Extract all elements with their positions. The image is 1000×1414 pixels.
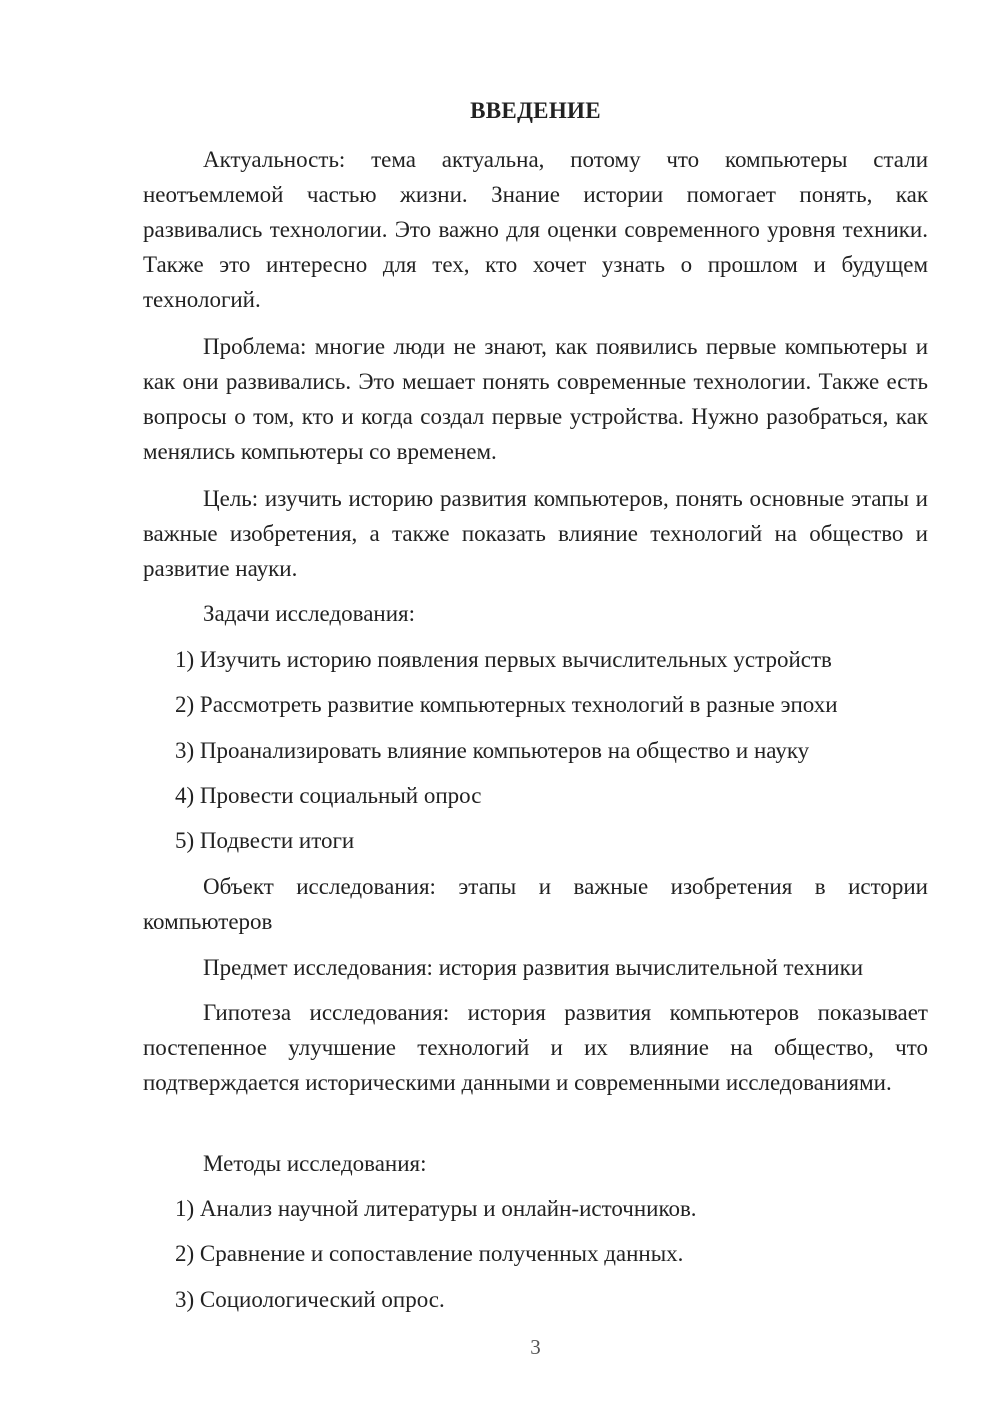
page-number: 3 — [530, 1335, 541, 1359]
subject-paragraph: Предмет исследования: история развития вычислительной техники — [203, 955, 864, 980]
method-item: 2) Сравнение и сопоставление полученных данных. — [175, 1241, 684, 1266]
problem-paragraph: Проблема: многие люди не знают, как появились первые компьютеры и как они развивались. Это мешает понять современные технологии. Также есть вопросы о том, кто и когда создал первые устройства. Нужно разобраться, как менялись компьютеры со временем. — [143, 334, 928, 464]
task-item: 4) Провести социальный опрос — [175, 783, 482, 808]
method-item: 3) Социологический опрос. — [175, 1287, 445, 1312]
relevance-paragraph: Актуальность: тема актуальна, потому что компьютеры стали неотъемлемой частью жизни. Знание истории помогает понять, как развивались технологии. Это важно для оценки современного уровня техники. Также это интересно для тех, кто хочет узнать о прошлом и будущем технологий. — [143, 147, 928, 312]
object-paragraph: Объект исследования: этапы и важные изобретения в истории компьютеров — [143, 874, 928, 934]
task-item: 1) Изучить историю появления первых вычислительных устройств — [175, 647, 832, 672]
hypothesis-paragraph: Гипотеза исследования: история развития компьютеров показывает постепенное улучшение технологий и их влияние на общество, что подтверждается историческими данными и современными исследованиями. — [143, 1000, 928, 1095]
task-item: 3) Проанализировать влияние компьютеров на общество и науку — [175, 738, 810, 763]
task-item: 5) Подвести итоги — [175, 828, 355, 853]
methods-heading: Методы исследования: — [203, 1151, 427, 1176]
tasks-heading: Задачи исследования: — [203, 601, 416, 626]
section-title: ВВЕДЕНИЕ — [470, 98, 601, 123]
task-item: 2) Рассмотреть развитие компьютерных технологий в разные эпохи — [175, 692, 838, 717]
goal-paragraph: Цель: изучить историю развития компьютеров, понять основные этапы и важные изобретения, а также показать влияние технологий на общество и развитие науки. — [143, 486, 928, 581]
method-item: 1) Анализ научной литературы и онлайн-источников. — [175, 1196, 697, 1221]
